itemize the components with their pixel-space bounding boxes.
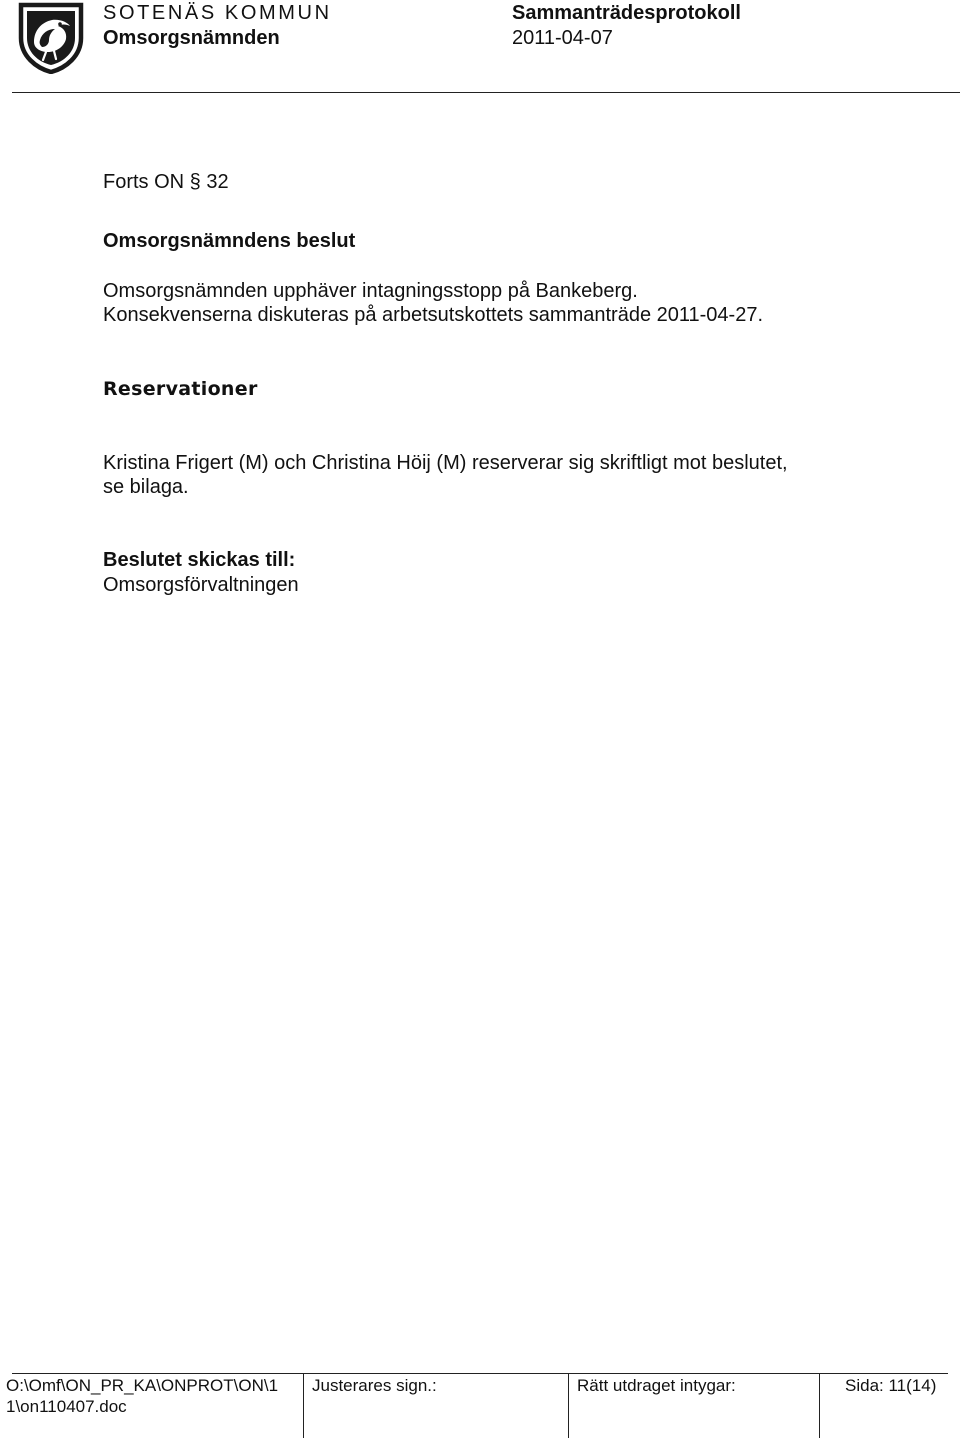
- reservations-text-line: Kristina Frigert (M) och Christina Höij (M) reserverar sig skriftligt mot beslutet,: [103, 452, 788, 474]
- decision-text-line: Konsekvenserna diskuteras på arbetsutskottets sammanträde 2011-04-27.: [103, 304, 763, 326]
- distribution-recipient: Omsorgsförvaltningen: [103, 574, 299, 596]
- footer-column-divider: [303, 1373, 304, 1438]
- distribution-heading: Beslutet skickas till:: [103, 549, 296, 571]
- footer-file-path: O:\Omf\ON_PR_KA\ONPROT\ON\1: [6, 1376, 279, 1395]
- meeting-date: 2011-04-07: [512, 27, 613, 49]
- footer-sign-label: Justerares sign.:: [312, 1376, 437, 1395]
- footer-file-path: 1\on110407.doc: [6, 1397, 127, 1416]
- decision-heading: Omsorgsnämndens beslut: [103, 230, 356, 252]
- header-divider: [12, 92, 960, 93]
- decision-text-line: Omsorgsnämnden upphäver intagningsstopp på Bankeberg.: [103, 280, 638, 302]
- reservations-heading: Reservationer: [103, 378, 258, 400]
- sotenas-coat-of-arms-icon: [18, 2, 84, 74]
- footer-column-divider: [568, 1373, 569, 1438]
- footer-divider: [12, 1373, 948, 1374]
- municipality-name: SOTENÄS KOMMUN: [103, 2, 332, 24]
- reservations-text-line: se bilaga.: [103, 476, 189, 498]
- footer-column-divider: [819, 1373, 820, 1438]
- committee-name: Omsorgsnämnden: [103, 27, 280, 49]
- footer-certified-label: Rätt utdraget intygar:: [577, 1376, 736, 1395]
- document-type: Sammanträdesprotokoll: [512, 2, 741, 24]
- section-reference: Forts ON § 32: [103, 171, 229, 193]
- footer-page-number: Sida: 11(14): [845, 1376, 937, 1395]
